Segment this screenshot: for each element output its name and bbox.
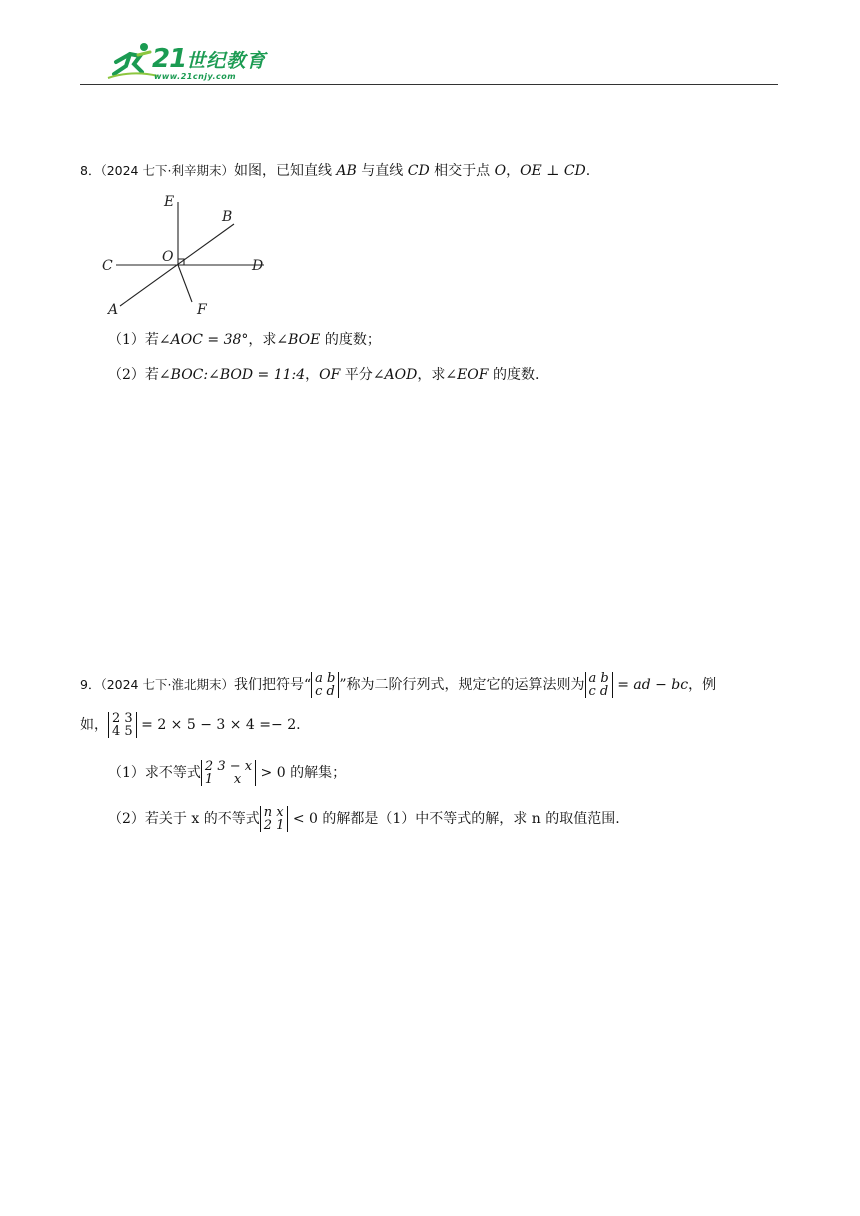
question-9-example: 如， 2 3 4 5 = 2 × 5 − 3 × 4 =− 2.	[80, 711, 301, 739]
question-8-part-1: （1）若∠AOC = 38°，求∠BOE 的度数；	[108, 332, 381, 348]
determinant-rule: a b c d	[585, 672, 613, 698]
question-8-figure	[96, 190, 276, 320]
determinant-part-2: n x 2 1	[260, 806, 289, 832]
label-O: O	[162, 249, 174, 265]
logo-wordmark: 21世纪教育	[152, 44, 267, 74]
question-9-stem: 9．（2024 七下·淮北期末）我们把符号“ a b c d ”称为二阶行列式，规定它的运算法则为 a b c d = ad − bc，例	[80, 671, 717, 699]
determinant-abcd: a b c d	[311, 672, 339, 698]
label-F: F	[197, 302, 207, 318]
determinant-example: 2 3 4 5	[108, 712, 137, 738]
logo-url: www.21cnjy.com	[154, 72, 237, 81]
question-9-part-1: （1）求不等式 2 3 − x 1 x > 0 的解集；	[108, 759, 347, 787]
header-divider	[80, 84, 778, 85]
label-D: D	[252, 258, 264, 274]
label-B: B	[222, 209, 233, 225]
question-8-stem: 8．（2024 七下·利辛期末）如图，已知直线 AB 与直线 CD 相交于点 O，OE ⊥ CD.	[80, 163, 591, 179]
determinant-part-1: 2 3 − x 1 x	[201, 760, 256, 786]
question-8-part-2: （2）若∠BOC:∠BOD = 11:4，OF 平分∠AOD，求∠EOF 的度数.	[108, 367, 540, 383]
label-C: C	[102, 258, 113, 274]
question-9-part-2: （2）若关于 x 的不等式 n x 2 1 < 0 的解都是（1）中不等式的解，求 n 的取值范围.	[108, 805, 620, 833]
label-E: E	[164, 194, 175, 210]
page-header	[80, 40, 778, 86]
label-A: A	[108, 302, 119, 318]
ray-of	[178, 265, 192, 302]
